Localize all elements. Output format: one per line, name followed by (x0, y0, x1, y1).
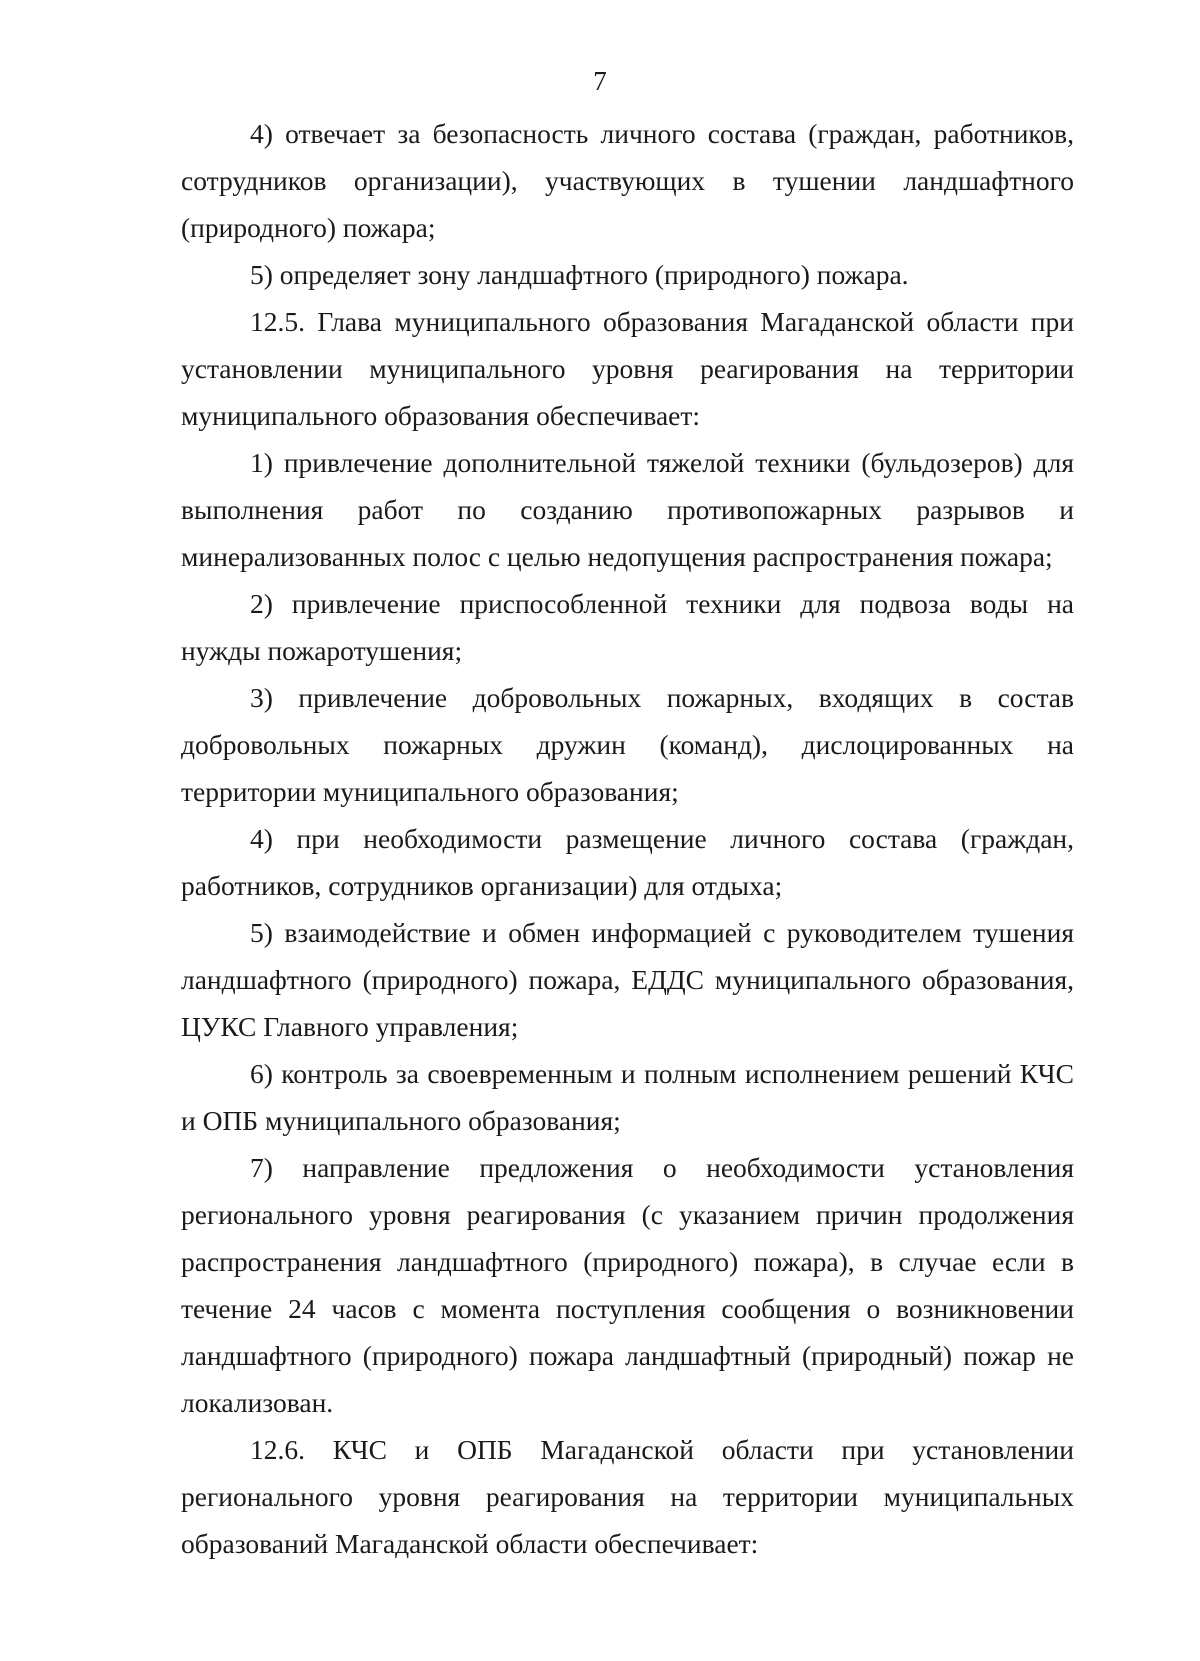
paragraph-item-2-water-supply: 2) привлечение приспособленной техники для подвоза воды на нужды пожаротушения; (181, 588, 1074, 666)
paragraph-item-5-zone: 5) определяет зону ландшафтного (природного) пожара. (250, 259, 909, 290)
paragraph-item-5-interaction: 5) взаимодействие и обмен информацией с руководителем тушения ландшафтного (природного) пожара, ЕДДС муниципального образования, ЦУКС Главного управления; (181, 917, 1074, 1042)
paragraph-item-1-heavy-equipment: 1) привлечение дополнительной тяжелой техники (бульдозеров) для выполнения работ по созданию противопожарных разрывов и минерализованных полос с целью недопущения распространения пожара; (181, 447, 1074, 572)
paragraph-item-3-volunteers: 3) привлечение добровольных пожарных, входящих в состав добровольных пожарных дружин (команд), дислоцированных на территории муниципального образования; (181, 682, 1074, 807)
paragraph-item-7-proposal: 7) направление предложения о необходимости установления регионального уровня реагирования (с указанием причин продолжения распространения ландшафтного (природного) пожара), в случае если в течение 24 часов с момента поступления сообщения о возникновении ландшафтного (природного) пожара ландшафтный (природный) пожар не локализован. (181, 1152, 1074, 1418)
paragraph-item-4-accommodation: 4) при необходимости размещение личного состава (граждан, работников, сотрудников организации) для отдыха; (181, 823, 1074, 901)
paragraph-item-4-safety: 4) отвечает за безопасность личного состава (граждан, работников, сотрудников организации), участвующих в тушении ландшафтного (природного) пожара; (181, 118, 1074, 243)
document-body (181, 110, 1074, 1567)
paragraph-item-6-control: 6) контроль за своевременным и полным исполнением решений КЧС и ОПБ муниципального образования; (181, 1058, 1074, 1136)
paragraph-section-12-6: 12.6. КЧС и ОПБ Магаданской области при установлении регионального уровня реагирования на территории муниципальных образований Магаданской области обеспечивает: (181, 1434, 1074, 1559)
paragraph-section-12-5: 12.5. Глава муниципального образования Магаданской области при установлении муниципального уровня реагирования на территории муниципального образования обеспечивает: (181, 306, 1074, 431)
page-number: 7 (593, 66, 607, 96)
